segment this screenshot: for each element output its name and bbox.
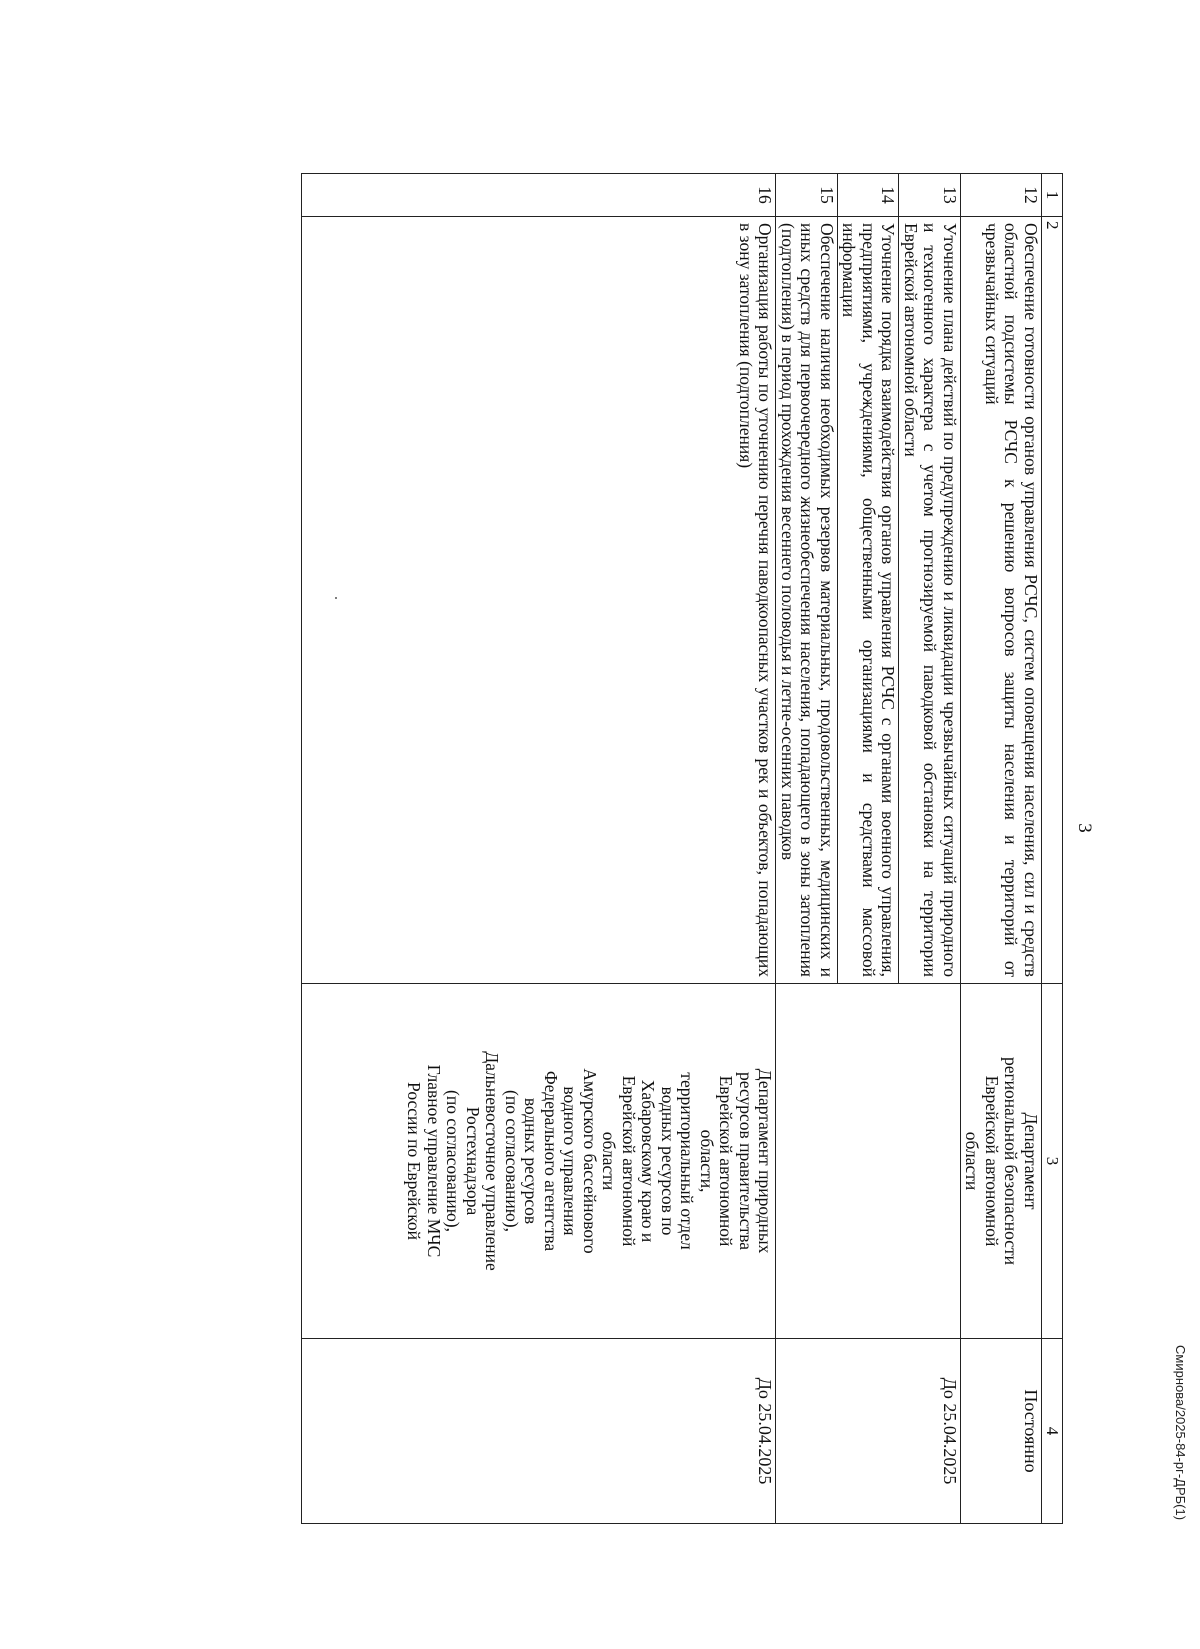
row-task: Уточнение порядка взаимодействия органов управления РСЧС с органами военного управления, предприятиями, учреждениями, общественными организациями и средствами массовой информации [838,217,900,984]
row-responsible [776,984,961,1339]
row-task: Уточнение плана действий по предупреждению и ликвидации чрезвычайных ситуаций природного и техногенного характера с учетом прогнозируемой паводковой обстановки на территории Еврейской автономной области [899,217,961,984]
plan-table [302,173,1064,1524]
row-task: Обеспечение готовности органов управления РСЧС, систем оповещения населения, сил и средств областной подсистемы РСЧС к решению вопросов защиты населения и территорий от чрезвычайных ситуаций [961,217,1042,984]
page-number: 3 [1074,823,1095,833]
document-footer-code: Смирнова/2025-84-рг-ДРБ(1) [1173,1345,1188,1521]
empty-cell [302,1339,735,1524]
empty-cell [302,174,735,217]
row-deadline: До 25.04.2025 [735,1339,777,1524]
row-deadline: До 25.04.2025 [776,1339,961,1524]
header-col-1: 1 [1042,174,1063,217]
header-col-2: 2 [1042,217,1063,984]
row-responsible: Департамент природных ресурсов правительства Еврейской автономной области, территориальный отдел водных ресурсов по Хабаровскому краю и Еврейской автономной области Амурского бассейнового водного управления Федерального агентства водных ресурсов (по согласованию), Дальневосточное управление Ростехнадзора (по согласованию), Главное управление МЧС России по Еврейской [302,984,776,1339]
table-header-row [1042,174,1063,1524]
table-row [899,174,961,1524]
empty-cell [302,217,735,984]
row-number: 14 [838,174,900,217]
row-number: 12 [961,174,1042,217]
row-deadline: Постоянно [961,1339,1042,1524]
row-number: 13 [899,174,961,217]
row-task: Обеспечение наличия необходимых резервов материальных, продовольственных, медицинских и иных средств для первоочередного жизнеобеспечения населения, попадающего в зоны затопления (подтопления) в период прохождения весеннего половодья и летне-осенних паводков [776,217,838,984]
row-number: 16 [735,174,777,217]
row-responsible: Департамент региональной безопасности Еврейской автономной области [961,984,1042,1339]
header-col-4: 4 [1042,1339,1063,1524]
row-number: 15 [776,174,838,217]
table-row [961,174,1042,1524]
header-col-3: 3 [1042,984,1063,1339]
row-task: Организация работы по уточнению перечня паводкоопасных участков рек и объектов, попадающих в зону затопления (подтопления) [735,217,777,984]
table-row [735,174,777,1524]
scan-speck [335,597,337,599]
rotated-sheet [95,118,1113,1538]
